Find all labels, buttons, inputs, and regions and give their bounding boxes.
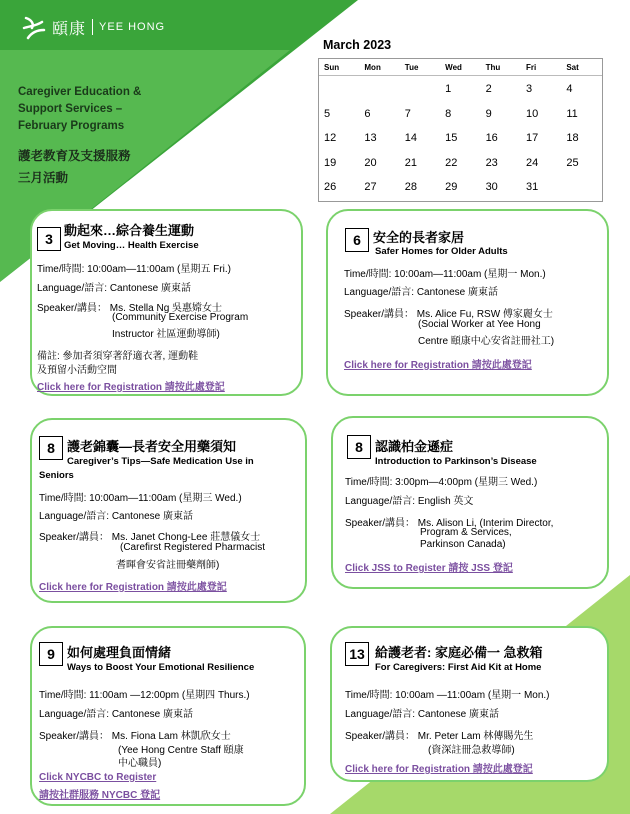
event-time: Time/時間: 10:00am—11:00am (星期五 Fri.) — [37, 264, 231, 275]
event-title-cn: 如何處理負面情緒 — [67, 645, 172, 660]
brand-name-cn: 頤康 — [52, 18, 87, 38]
calendar-day: 15 — [445, 132, 458, 144]
calendar-day: 7 — [404, 107, 411, 120]
event-title-en: Introduction to Parkinson’s Disease — [375, 456, 537, 467]
event-card-parkinsons — [331, 416, 609, 589]
event-title-en: Caregiver’s Tips—Safe Medication Use in — [67, 456, 254, 467]
calendar-day: 20 — [364, 156, 377, 169]
calendar-day: 28 — [404, 181, 418, 193]
event-speaker: Speaker/講員： Ms. Janet Chong-Lee 莊慧儀女士 — [39, 532, 261, 543]
event-note: 備註: 參加者須穿著舒適衣著, 運動鞋 — [37, 351, 199, 362]
event-title-cn: 動起來…綜合養生運動 — [64, 223, 195, 238]
calendar-week — [319, 76, 602, 101]
event-title-en: Ways to Boost Your Emotional Resilience — [67, 662, 255, 673]
event-card-safe-medication — [30, 418, 307, 603]
calendar-day: 1 — [445, 83, 452, 95]
event-date: 13 — [345, 642, 369, 666]
calendar-week — [319, 150, 602, 175]
event-speaker: Speaker/講員： Mr. Peter Lam 林傳賜先生 — [345, 731, 534, 742]
event-speaker-detail: Parkinson Canada) — [420, 539, 506, 550]
event-time: Time/時間: 3:00pm—4:00pm (星期三 Wed.) — [345, 477, 538, 488]
calendar-day: 17 — [525, 132, 539, 144]
day-name: Tue — [404, 63, 419, 72]
event-language: Language/語言: Cantonese 廣東話 — [39, 709, 193, 720]
day-name: Mon — [364, 63, 381, 72]
event-title-en: Seniors — [39, 470, 74, 481]
yee-hong-leaf-icon — [22, 14, 46, 40]
calendar-day: 11 — [566, 107, 578, 120]
event-language: Language/語言: Cantonese 廣東話 — [37, 283, 191, 294]
calendar-week — [319, 174, 602, 199]
day-name: Fri — [525, 63, 537, 72]
event-title-cn: 護老錦囊—長者安全用藥須知 — [67, 439, 237, 454]
event-speaker: Speaker/講員： Ms. Stella Ng 吳惠嫦女士 — [37, 303, 223, 314]
calendar-day: 31 — [525, 181, 539, 193]
event-speaker: Speaker/講員： Ms. Alison Li, (Interim Director, — [345, 518, 554, 529]
event-language: Language/語言: Cantonese 廣東話 — [39, 511, 193, 522]
calendar-day: 18 — [566, 132, 579, 144]
event-title-cn: 給護老者: 家庭必備一 急救箱 — [375, 645, 543, 660]
calendar-day: 9 — [485, 107, 492, 120]
calendar-day: 3 — [525, 83, 533, 95]
calendar-day: 24 — [525, 156, 539, 169]
day-name: Sun — [324, 63, 340, 72]
event-date: 8 — [347, 435, 371, 459]
calendar-day — [359, 76, 399, 101]
calendar-day: 6 — [364, 107, 371, 120]
event-date: 3 — [37, 227, 61, 251]
calendar-day: 22 — [445, 156, 458, 169]
calendar-day: 23 — [485, 156, 498, 169]
event-speaker-detail: 中心職員) — [118, 758, 162, 769]
calendar-day: 12 — [324, 132, 337, 144]
event-speaker-detail: Instructor 社區運動導師) — [112, 329, 220, 340]
page-title-en — [18, 84, 168, 135]
event-speaker-detail: (Yee Hong Centre Staff 頤康 — [118, 745, 244, 756]
calendar-day: 8 — [445, 107, 452, 120]
calendar-day: 16 — [485, 132, 498, 144]
calendar — [318, 58, 603, 202]
registration-link-cn[interactable]: 請按社群服務 NYCBC 登記 — [39, 790, 161, 801]
brand-divider — [92, 19, 93, 35]
event-time: Time/時間: 11:00am —12:00pm (星期四 Thurs.) — [39, 690, 250, 701]
calendar-day — [319, 76, 359, 101]
calendar-header — [319, 59, 602, 76]
registration-link[interactable]: Click here for Registration 請按此處登記 — [344, 360, 532, 371]
event-time: Time/時間: 10:00am —11:00am (星期一 Mon.) — [345, 690, 550, 701]
registration-link[interactable]: Click here for Registration 請按此處登記 — [37, 382, 225, 393]
event-speaker: Speaker/講員： Ms. Fiona Lam 林凱欣女士 — [39, 731, 231, 742]
event-speaker-detail: (資深註冊急救導師) — [428, 745, 515, 756]
title-en-line-2: Support Services – — [18, 103, 123, 115]
calendar-day: 25 — [566, 156, 579, 169]
registration-link[interactable]: Click NYCBC to Register — [39, 772, 157, 783]
brand-logo — [22, 14, 165, 40]
event-speaker-detail: Centre 頤康中心安省註冊社工) — [418, 336, 555, 347]
event-date: 9 — [39, 642, 63, 666]
calendar-day: 2 — [485, 83, 492, 95]
calendar-day: 13 — [364, 132, 377, 144]
event-title-en: Get Moving… Health Exercise — [64, 240, 199, 251]
calendar-day: 26 — [324, 181, 337, 193]
event-language: Language/語言: English 英文 — [345, 496, 474, 507]
event-speaker-detail: (Carefirst Registered Pharmacist — [120, 542, 266, 553]
event-speaker-detail: Program & Services, — [420, 527, 512, 538]
event-speaker-detail: (Community Exercise Program — [112, 312, 249, 323]
calendar-week — [319, 101, 602, 126]
event-date: 8 — [39, 436, 63, 460]
calendar-week — [319, 125, 602, 150]
calendar-day: 29 — [445, 181, 458, 193]
day-name: Sat — [566, 63, 579, 72]
event-card-get-moving — [30, 209, 303, 396]
event-title-cn: 認識柏金遜症 — [375, 439, 454, 454]
event-date: 6 — [345, 228, 369, 252]
event-card-emotional-resilience — [30, 626, 306, 806]
event-time: Time/時間: 10:00am—11:00am (星期三 Wed.) — [39, 493, 242, 504]
event-speaker: Speaker/講員： Ms. Alice Fu, RSW 傅家麗女士 — [344, 309, 553, 320]
event-title-cn: 安全的長者家居 — [373, 230, 465, 245]
event-speaker-detail: (Social Worker at Yee Hong — [418, 319, 541, 330]
title-en-line-1: Caregiver Education & — [18, 86, 142, 98]
registration-link[interactable]: Click here for Registration 請按此處登記 — [39, 582, 227, 593]
registration-link[interactable]: Click JSS to Register 請按 JSS 登記 — [345, 563, 513, 574]
event-card-safer-homes — [326, 209, 609, 396]
event-time: Time/時間: 10:00am—11:00am (星期一 Mon.) — [344, 269, 546, 280]
calendar-day: 30 — [485, 181, 498, 193]
title-cn-line-2: 三月活動 — [18, 170, 69, 185]
calendar-day — [400, 76, 440, 101]
calendar-day: 5 — [324, 107, 331, 120]
brand-name-en: YEE HONG — [99, 21, 166, 33]
calendar-day: 4 — [566, 83, 573, 95]
calendar-day: 14 — [404, 132, 418, 144]
day-name: Wed — [445, 63, 462, 72]
calendar-day: 21 — [404, 156, 418, 169]
title-en-line-3: February Programs — [18, 120, 125, 132]
calendar-day: 10 — [525, 107, 539, 120]
event-title-en: For Caregivers: First Aid Kit at Home — [375, 662, 542, 673]
event-title-en: Safer Homes for Older Adults — [375, 246, 508, 257]
event-note: 及預留小活動空間 — [37, 365, 117, 376]
calendar-day: 27 — [364, 181, 377, 193]
page-title-cn — [18, 145, 131, 189]
event-card-first-aid — [330, 626, 609, 782]
event-language: Language/語言: Cantonese 廣東話 — [344, 287, 498, 298]
day-name: Thu — [485, 63, 501, 72]
calendar-day — [561, 174, 601, 199]
calendar-day: 19 — [324, 156, 337, 169]
calendar-month: March 2023 — [323, 38, 392, 52]
event-speaker-detail: 耆暉會安省註冊藥劑師) — [116, 560, 220, 571]
registration-link[interactable]: Click here for Registration 請按此處登記 — [345, 764, 533, 775]
title-cn-line-1: 護老教育及支援服務 — [18, 148, 131, 163]
event-language: Language/語言: Cantonese 廣東話 — [345, 709, 499, 720]
